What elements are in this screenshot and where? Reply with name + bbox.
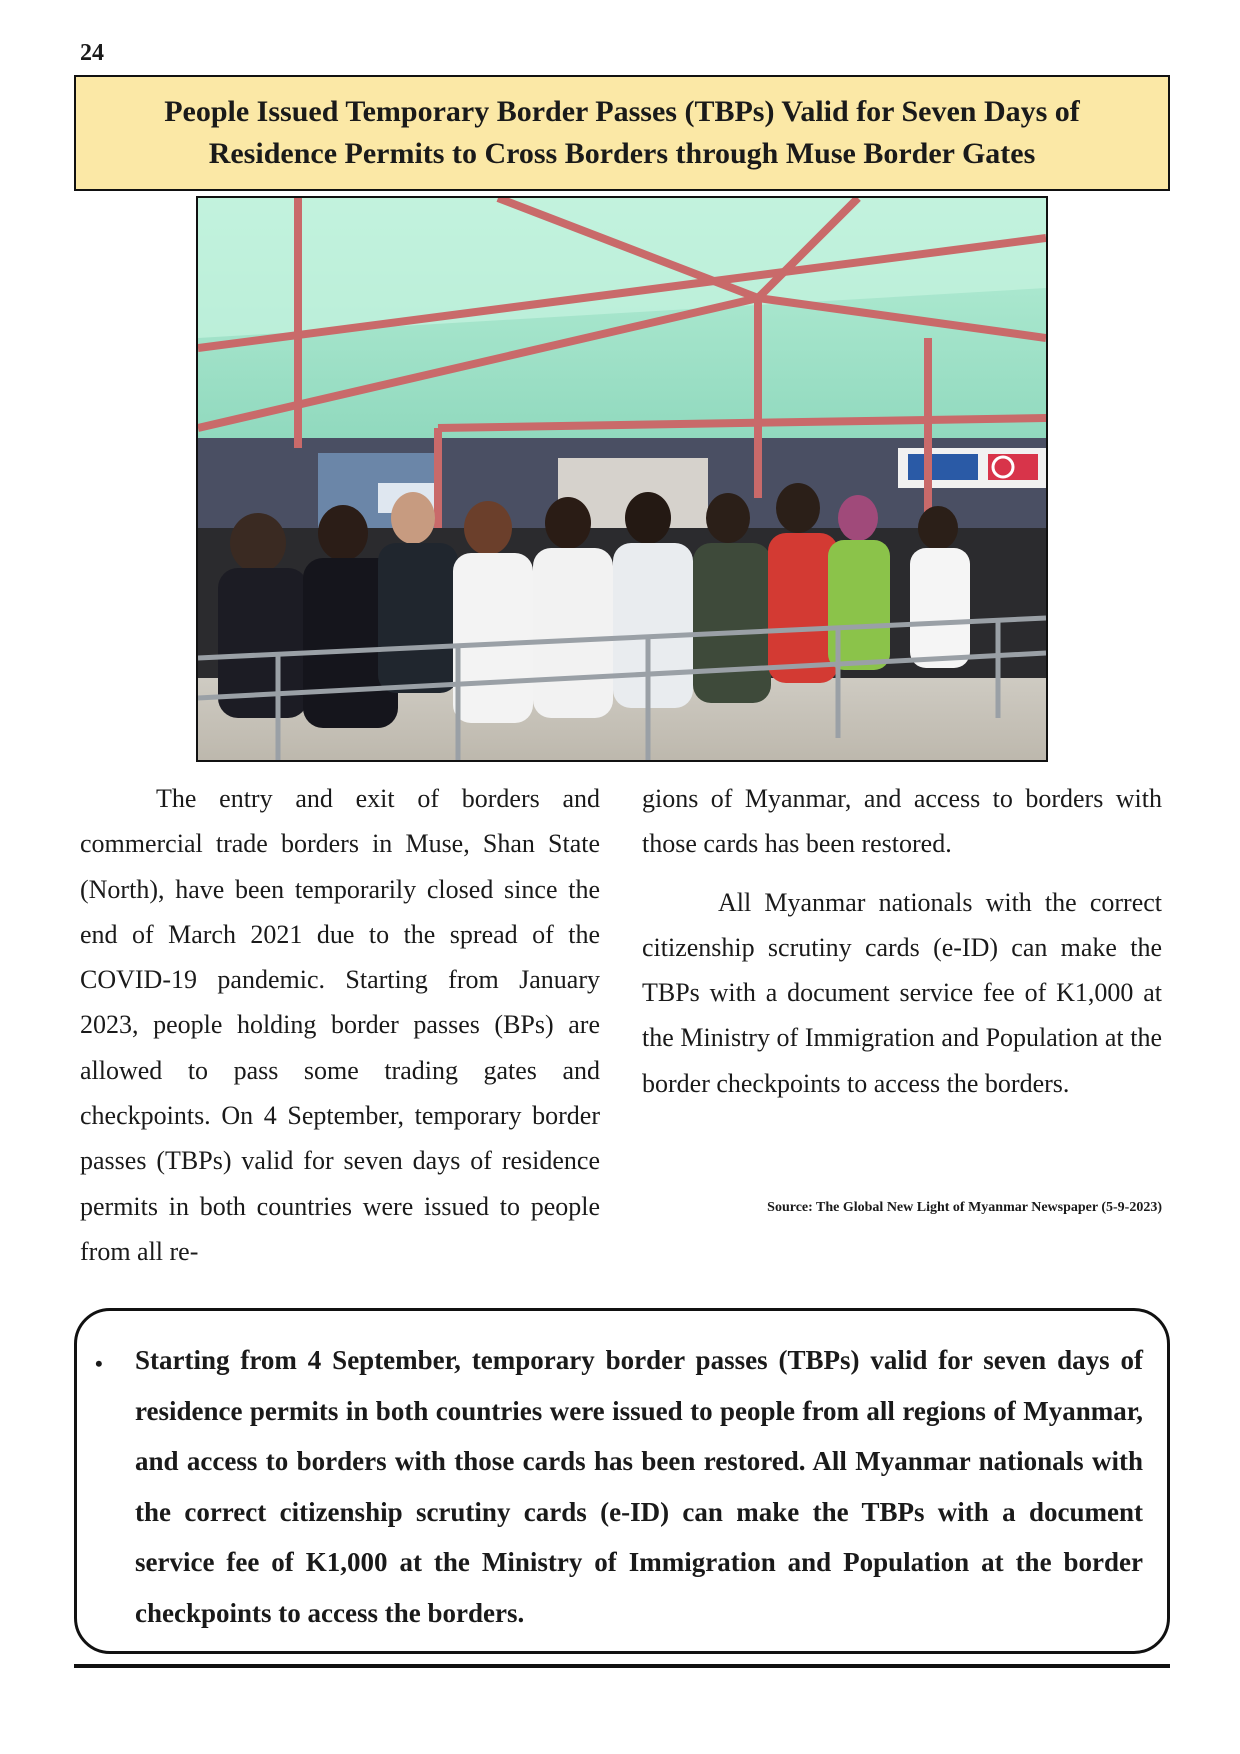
summary-text: Starting from 4 September, temporary border passes (TBPs) valid for seven days of residence permits in both countries were issued to people from all regions of Myanmar, and access to borders with those cards has been restored. All Myanmar nationals with the correct citizenship scrutiny cards (e-ID) can make the TBPs with a document service fee of K1,000 at the Ministry of Immigration and Population at the border checkpoints to access the borders. xyxy=(135,1345,1143,1628)
title-banner xyxy=(74,75,1170,191)
bullet-icon: • xyxy=(95,1351,103,1376)
article-paragraph-1-continuation: gions of Myanmar, and access to borders with those cards has been restored. xyxy=(642,784,1162,859)
page-number: 24 xyxy=(80,40,104,66)
source-citation: Source: The Global New Light of Myanmar Newspaper (5-9-2023) xyxy=(767,1200,1162,1215)
article-left-column xyxy=(80,776,600,1274)
border-gate-photo xyxy=(196,196,1048,762)
summary-box xyxy=(74,1308,1170,1654)
article-paragraph-2: All Myanmar nationals with the correct citizenship scrutiny cards (e-ID) can make the TBPs with a document service fee of K1,000 at the Ministry of Immigration and Population at the border checkpoints to access the borders. xyxy=(642,887,1162,1098)
article-right-column xyxy=(642,776,1162,1106)
bottom-rule xyxy=(74,1664,1170,1668)
page-title: People Issued Temporary Border Passes (TBPs) Valid for Seven Days of Residence Permits to Cross Borders through Muse Border Gates xyxy=(164,95,1080,170)
article-paragraph-1: The entry and exit of borders and commercial trade borders in Muse, Shan State (North), have been temporarily closed since the end of March 2021 due to the spread of the COVID-19 pandemic. Starting from January 2023, people holding border passes (BPs) are allowed to pass some trading gates and checkpoints. On 4 September, temporary border passes (TBPs) valid for seven days of residence permits in both countries were issued to people from all re- xyxy=(80,784,600,1266)
